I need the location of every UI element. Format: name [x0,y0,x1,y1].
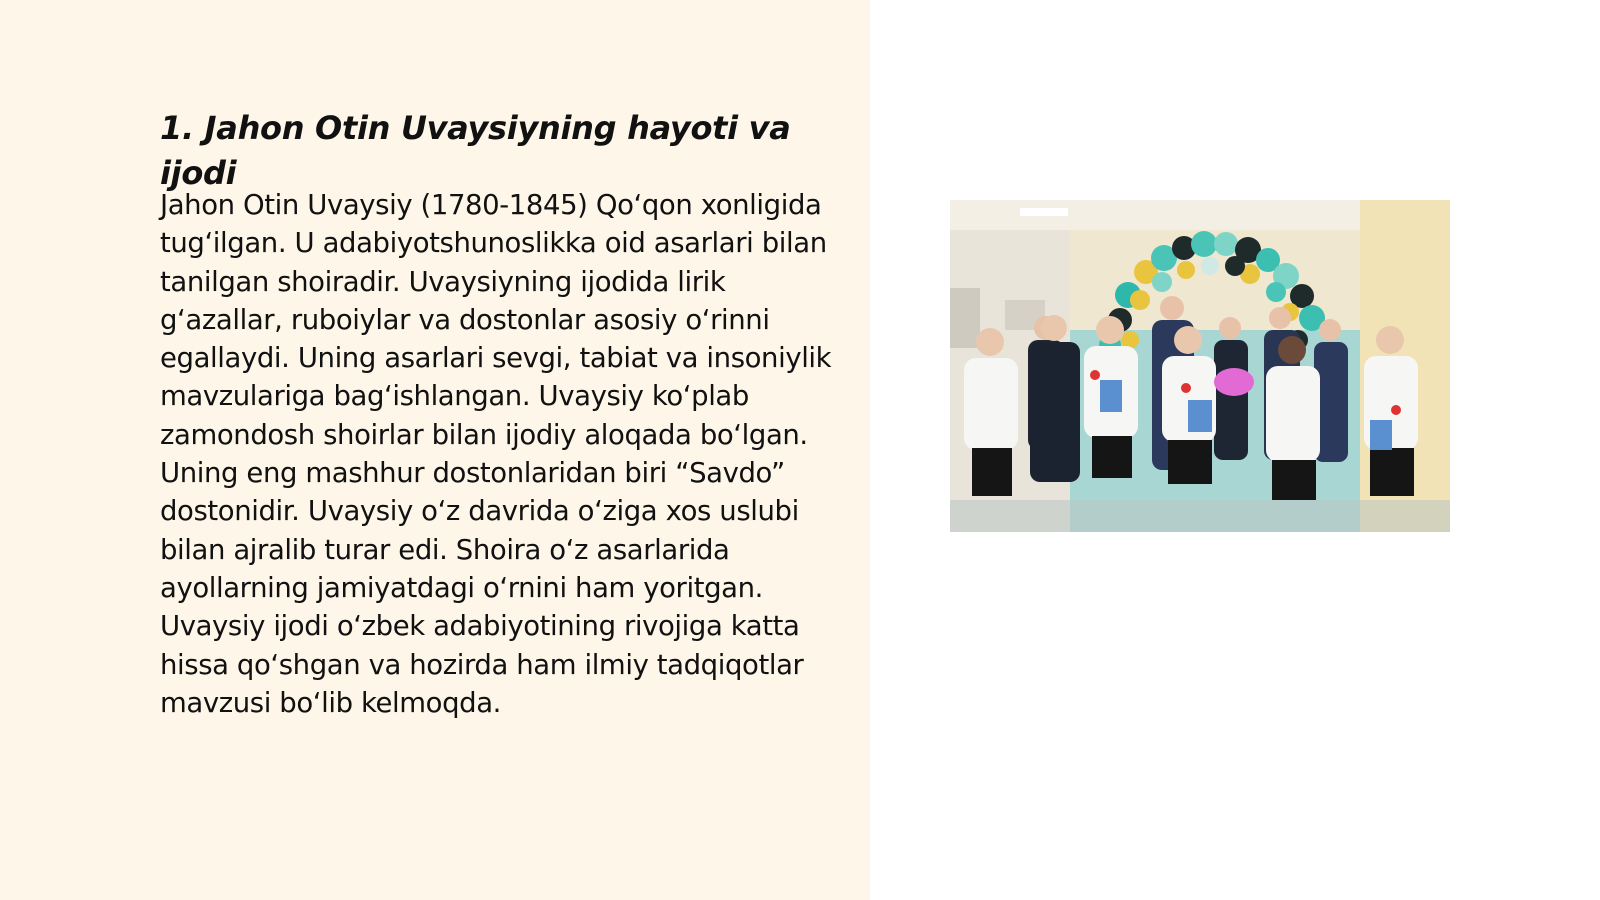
slide-body-text: Jahon Otin Uvaysiy (1780-1845) Qo‘qon xonligida tug‘ilgan. U adabiyotshunoslikka oid asarlari bilan tanilgan shoiradir. Uvaysiyning ijodida lirik g‘azallar, ruboiylar va dostonlar asosiy o‘rinni egallaydi. Uning asarlari sevgi, tabiat va insoniylik mavzulariga bag‘ishlangan. Uvaysiy ko‘plab zamondosh shoirlar bilan ijodiy aloqada bo‘lgan. Uning eng mashhur dostonlaridan biri “Savdo” dostonidir. Uvaysiy o‘z davrida o‘ziga xos uslubi bilan ajralib turar edi. Shoira o‘z asarlarida ayollarning jamiyatdagi o‘rnini ham yoritgan. Uvaysiy ijodi o‘zbek adabiyotining rivojiga katta hissa qo‘shgan va hozirda ham ilmiy tadqiqotlar mavzusi bo‘lib kelmoqda. [160,189,832,719]
slide-title: 1. Jahon Otin Uvaysiyning hayoti va ijodi [160,109,791,192]
group-photo [950,200,1450,532]
